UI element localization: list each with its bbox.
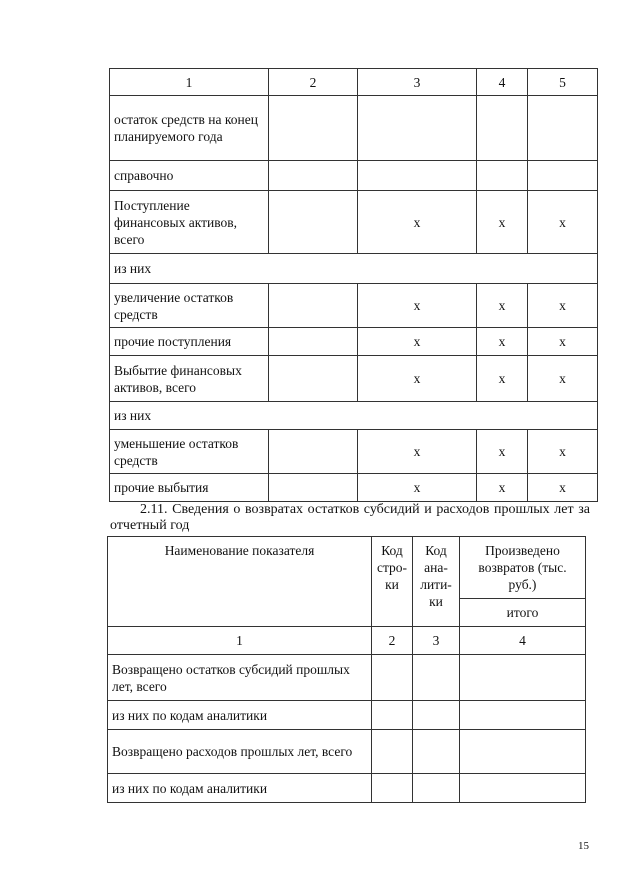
- table-cell: x: [358, 474, 477, 502]
- table-row: [110, 96, 598, 161]
- header-total: итого: [460, 599, 586, 627]
- row-label: увеличение остатков средств: [110, 284, 269, 328]
- table-cell: x: [477, 474, 528, 502]
- table-cell: x: [528, 474, 598, 502]
- table-row: [110, 284, 598, 328]
- table-cell: x: [477, 284, 528, 328]
- column-number: 2: [372, 627, 413, 655]
- row-label: Выбытие финансовых активов, всего: [110, 356, 269, 402]
- table-cell: [372, 655, 413, 701]
- table-row: [110, 254, 598, 284]
- table-cell: [528, 161, 598, 191]
- table-cell: x: [477, 430, 528, 474]
- column-number: 1: [110, 69, 269, 96]
- table-row: [108, 655, 586, 701]
- table-cell: [460, 774, 586, 803]
- table-cell: [269, 430, 358, 474]
- table-cell: x: [477, 356, 528, 402]
- table-row: [110, 430, 598, 474]
- row-label: справочно: [110, 161, 269, 191]
- table-cell: [269, 474, 358, 502]
- table-cell: x: [477, 328, 528, 356]
- table-cell: x: [528, 356, 598, 402]
- table-row: [110, 402, 598, 430]
- table-header-row: [108, 537, 586, 599]
- column-number: 3: [413, 627, 460, 655]
- row-label: из них по кодам аналитики: [108, 701, 372, 730]
- column-numbers-row: [108, 627, 586, 655]
- row-label: уменьшение остатков средств: [110, 430, 269, 474]
- table-row: [110, 474, 598, 502]
- column-number: 4: [477, 69, 528, 96]
- table-header-row: [110, 69, 598, 96]
- header-analytics-code: Код ана-лити-ки: [413, 537, 460, 627]
- table-cell: x: [528, 430, 598, 474]
- table-cell: [269, 356, 358, 402]
- column-number: 2: [269, 69, 358, 96]
- table-cell: x: [358, 191, 477, 254]
- table-cell: [460, 655, 586, 701]
- table-cell: [358, 96, 477, 161]
- table-cell: [460, 730, 586, 774]
- table-cell: [413, 774, 460, 803]
- table-cell: x: [358, 430, 477, 474]
- financial-assets-table: [109, 68, 598, 502]
- returns-table: [107, 536, 586, 803]
- row-label: прочие поступления: [110, 328, 269, 356]
- table-cell: [413, 701, 460, 730]
- header-line-code: Код стро-ки: [372, 537, 413, 627]
- table-row: [108, 774, 586, 803]
- table-row: [108, 701, 586, 730]
- row-label: прочие выбытия: [110, 474, 269, 502]
- column-number: 1: [108, 627, 372, 655]
- table-cell: [372, 730, 413, 774]
- column-number: 5: [528, 69, 598, 96]
- row-label: из них: [110, 402, 598, 430]
- table-row: [110, 161, 598, 191]
- page-number: 15: [578, 840, 589, 852]
- table-cell: x: [477, 191, 528, 254]
- table-cell: [528, 96, 598, 161]
- table-cell: [358, 161, 477, 191]
- table-row: [110, 191, 598, 254]
- table-cell: [269, 328, 358, 356]
- table-cell: x: [528, 328, 598, 356]
- row-label: остаток средств на конец планируемого года: [110, 96, 269, 161]
- column-number: 3: [358, 69, 477, 96]
- table-row: [110, 356, 598, 402]
- column-number: 4: [460, 627, 586, 655]
- table-cell: x: [358, 328, 477, 356]
- table-cell: [269, 161, 358, 191]
- table-row: [108, 730, 586, 774]
- row-label: Возвращено расходов прошлых лет, всего: [108, 730, 372, 774]
- table-cell: [269, 191, 358, 254]
- table-cell: [477, 96, 528, 161]
- header-returns-produced: Произведено возвратов (тыс. руб.): [460, 537, 586, 599]
- table-cell: [372, 701, 413, 730]
- table-cell: x: [528, 284, 598, 328]
- table-cell: [413, 655, 460, 701]
- table-row: [110, 328, 598, 356]
- row-label: из них по кодам аналитики: [108, 774, 372, 803]
- table-cell: [269, 284, 358, 328]
- table-cell: x: [358, 356, 477, 402]
- table-cell: [413, 730, 460, 774]
- table-cell: [269, 96, 358, 161]
- row-label: Возвращено остатков субсидий прошлых лет, всего: [108, 655, 372, 701]
- row-label: Поступление финансовых активов, всего: [110, 191, 269, 254]
- table-cell: x: [528, 191, 598, 254]
- header-indicator-name: Наименование показателя: [108, 537, 372, 627]
- table-cell: [372, 774, 413, 803]
- table-cell: [460, 701, 586, 730]
- table-cell: x: [358, 284, 477, 328]
- table-cell: [477, 161, 528, 191]
- section-caption: 2.11. Сведения о возвратах остатков субсидий и расходов прошлых лет за отчетный год: [110, 502, 590, 533]
- row-label: из них: [110, 254, 598, 284]
